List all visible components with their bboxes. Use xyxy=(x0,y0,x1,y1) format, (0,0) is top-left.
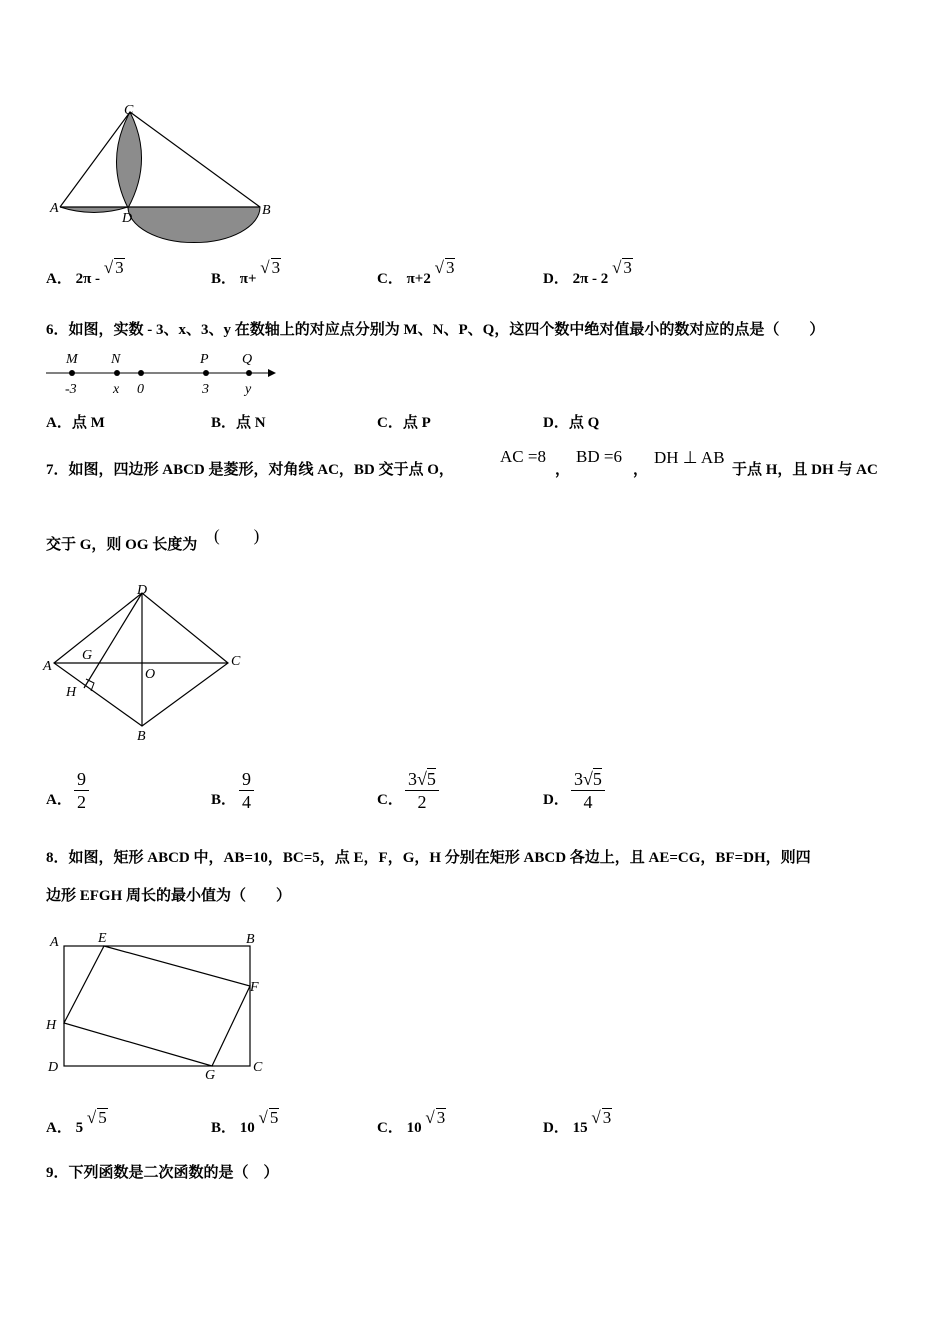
q7-comma-1: ， xyxy=(555,462,571,478)
q7-option-c-letter[interactable]: C． xyxy=(377,792,403,808)
point-origin xyxy=(138,370,144,376)
q6-option-d[interactable] xyxy=(543,414,599,432)
option-text: 2π - xyxy=(75,271,101,287)
radicand: 3 xyxy=(271,258,281,277)
q5-option-b[interactable] xyxy=(211,258,281,288)
option-letter: C． xyxy=(377,415,403,431)
radicand: 3 xyxy=(115,258,124,277)
radicand: 5 xyxy=(592,769,602,789)
q5-label-b: B xyxy=(262,203,271,218)
sqrt-symbol: √ 3 xyxy=(591,1108,612,1127)
q7-condition-bd: BD =6 xyxy=(576,447,622,466)
q7-label-o: O xyxy=(145,667,156,682)
option-letter: B． xyxy=(211,415,237,431)
option-letter: A． xyxy=(46,1120,72,1136)
q6-option-c[interactable] xyxy=(377,414,431,432)
q8-option-d[interactable] xyxy=(543,1108,612,1137)
option-text: 2π - 2 xyxy=(572,271,609,287)
rectangle-abcd xyxy=(64,946,250,1066)
q8-stem-line2: 边形 EFGH 周长的最小值为（ ） xyxy=(46,888,292,904)
q7-label-g: G xyxy=(82,648,93,663)
radicand: 3 xyxy=(623,258,632,277)
q8-label-a: A xyxy=(50,935,59,950)
q7-option-c-fraction[interactable] xyxy=(405,768,439,813)
q7-label-a: A xyxy=(43,659,52,674)
q7-bracket: ( ) xyxy=(214,526,260,545)
label-q: Q xyxy=(242,352,253,367)
sqrt-symbol: √ 3 xyxy=(434,258,455,277)
option-text: 点 Q xyxy=(568,415,600,431)
sqrt-symbol: √ 3 xyxy=(260,258,281,277)
option-letter: A． xyxy=(46,271,72,287)
q5-label-a: A xyxy=(50,201,59,216)
numerator: 3√5 xyxy=(405,768,439,791)
q7-label-c: C xyxy=(231,654,241,669)
option-text: 点 N xyxy=(236,415,266,431)
value-origin: 0 xyxy=(137,382,144,397)
q7-comma-2: ， xyxy=(633,462,649,478)
value-n: x xyxy=(113,382,120,397)
option-letter: D． xyxy=(543,415,569,431)
option-text: 15 xyxy=(572,1120,588,1136)
option-text: 10 xyxy=(239,1120,255,1136)
q8-figure xyxy=(40,926,280,1084)
denominator: 4 xyxy=(242,792,251,812)
numerator: 9 xyxy=(239,768,254,791)
radicand: 3 xyxy=(436,1108,446,1127)
q8-label-h: H xyxy=(46,1018,57,1033)
q7-option-a-letter[interactable]: A． xyxy=(46,792,72,808)
option-letter: C． xyxy=(377,271,403,287)
q5-shaded-lens xyxy=(116,112,141,208)
q5-label-d: D xyxy=(122,211,133,226)
option-letter: B． xyxy=(211,1120,237,1136)
sqrt-symbol: √ 3 xyxy=(103,258,124,277)
coefficient: 3 xyxy=(408,769,417,789)
radicand: 3 xyxy=(602,1108,612,1127)
value-m: -3 xyxy=(65,382,77,397)
value-q: y xyxy=(245,382,252,397)
option-text: 10 xyxy=(406,1120,422,1136)
q7-option-b-letter[interactable]: B． xyxy=(211,792,237,808)
numerator: 3√5 xyxy=(571,768,605,791)
option-text: π+2 xyxy=(406,271,431,287)
q7-stem-part2: 于点 H，且 DH 与 AC xyxy=(732,462,878,478)
q5-option-c[interactable] xyxy=(377,258,455,288)
label-n: N xyxy=(111,352,121,367)
q7-option-b-fraction[interactable] xyxy=(239,768,254,813)
q7-label-h: H xyxy=(66,685,77,700)
q8-label-c: C xyxy=(253,1060,263,1075)
denominator: 2 xyxy=(417,792,427,812)
option-letter: C． xyxy=(377,1120,403,1136)
option-text: 点 P xyxy=(402,415,431,431)
sqrt-symbol: √ 3 xyxy=(425,1108,446,1127)
q7-stem-line2: 交于 G，则 OG 长度为 xyxy=(46,537,198,553)
label-m: M xyxy=(66,352,78,367)
q6-stem: 6．如图，实数 - 3、x、3、y 在数轴上的对应点分别为 M、N、P、Q，这四个数中绝对值最小的数对应的点是（ ） xyxy=(46,322,825,338)
q5-option-a[interactable] xyxy=(46,258,125,288)
rhombus-abcd xyxy=(54,593,228,726)
radicand: 3 xyxy=(445,258,455,277)
point-q xyxy=(246,370,252,376)
label-p: P xyxy=(200,352,209,367)
denominator: 4 xyxy=(583,792,593,812)
point-n xyxy=(114,370,120,376)
value-p: 3 xyxy=(202,382,209,397)
q9-stem: 9．下列函数是二次函数的是（ ） xyxy=(46,1165,279,1181)
q6-number-line xyxy=(40,347,280,399)
q7-condition-dh: DH ⊥ AB xyxy=(654,448,725,467)
q7-option-d-fraction[interactable] xyxy=(571,768,605,813)
q7-option-d-letter[interactable]: D． xyxy=(543,792,569,808)
sqrt-symbol: √ 5 xyxy=(258,1108,279,1127)
option-text: 5 xyxy=(75,1120,84,1136)
q6-option-b[interactable] xyxy=(211,414,266,432)
option-letter: D． xyxy=(543,271,569,287)
q5-side-cb xyxy=(130,112,260,207)
q5-shaded-semicircle-db xyxy=(128,207,260,243)
option-letter: A． xyxy=(46,415,72,431)
q8-option-b[interactable] xyxy=(211,1108,279,1137)
option-letter: D． xyxy=(543,1120,569,1136)
number-line-arrow xyxy=(268,369,276,377)
radicand: 5 xyxy=(426,769,436,789)
q8-option-c[interactable] xyxy=(377,1108,446,1137)
q5-shaded-segment-ad xyxy=(60,207,128,213)
radicand: 5 xyxy=(269,1108,279,1127)
q7-figure xyxy=(40,580,250,746)
q8-label-g: G xyxy=(205,1068,216,1083)
q8-label-e: E xyxy=(98,931,107,946)
q8-option-a[interactable] xyxy=(46,1108,108,1137)
sqrt-symbol: √ 3 xyxy=(612,258,632,277)
option-text: π+ xyxy=(239,271,257,287)
q7-stem-part1: 7．如图，四边形 ABCD 是菱形，对角线 AC，BD 交于点 O， xyxy=(46,462,454,478)
q5-figure xyxy=(44,100,284,250)
q6-option-a[interactable] xyxy=(46,414,105,432)
q5-label-c: C xyxy=(124,103,134,118)
q8-stem-line1: 8．如图，矩形 ABCD 中，AB=10，BC=5，点 E，F，G，H 分别在矩形 ABCD 各边上，且 AE=CG，BF=DH，则四 xyxy=(46,850,811,866)
coefficient: 3 xyxy=(574,769,583,789)
option-text: 点 M xyxy=(71,415,105,431)
q7-option-a-fraction[interactable] xyxy=(74,768,89,813)
q7-condition-ac: AC =8 xyxy=(500,447,546,466)
segment-dh xyxy=(84,593,142,688)
point-p xyxy=(203,370,209,376)
q8-label-b: B xyxy=(246,932,255,947)
radicand: 5 xyxy=(98,1108,107,1127)
q5-option-d[interactable] xyxy=(543,258,633,288)
q8-label-d: D xyxy=(48,1060,59,1075)
denominator: 2 xyxy=(77,792,86,812)
option-letter: B． xyxy=(211,271,237,287)
numerator: 9 xyxy=(74,768,89,791)
sqrt-symbol: √ 5 xyxy=(86,1108,107,1127)
quadrilateral-efgh xyxy=(64,946,250,1066)
q8-label-f: F xyxy=(250,980,259,995)
point-m xyxy=(69,370,75,376)
q7-label-b: B xyxy=(137,729,146,744)
q7-label-d: D xyxy=(137,583,148,598)
